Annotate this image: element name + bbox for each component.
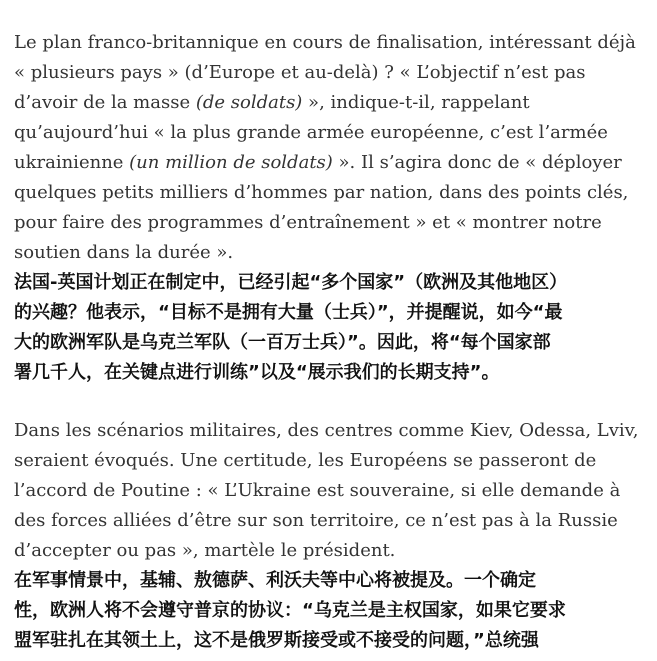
text-line: Le plan franco-britannique en cours de finalisation, intéressant déjà [14, 32, 636, 53]
text-line [14, 148, 639, 178]
text-line [14, 88, 639, 118]
text-line: qu’aujourd’hui « la plus grande armée européenne, c’est l’armée [14, 122, 608, 143]
paragraph-chinese-1 [14, 268, 639, 388]
text-line: quelques petits milliers d’hommes par nation, dans des points clés, [14, 182, 629, 203]
text-line: « plusieurs pays » (d’Europe et au-delà) ? « L’objectif n’est pas [14, 62, 586, 83]
text-line: 大的欧洲军队是乌克兰军队（一百万士兵）”。因此，将“每个国家部 [14, 332, 551, 353]
text-run: d’avoir de la masse [14, 92, 196, 113]
italic-note: (de soldats) [195, 92, 303, 113]
paragraph-french-2 [14, 416, 639, 566]
text-line: soutien dans la durée ». [14, 242, 234, 263]
paragraph-french-1 [14, 28, 639, 268]
text-line: des forces alliées d’être sur son territoire, ce n’est pas à la Russie [14, 510, 618, 531]
text-run: », indique-t-il, rappelant [302, 92, 530, 113]
text-line: 法国-英国计划正在制定中，已经引起“多个国家”（欧洲及其他地区） [14, 272, 568, 293]
text-line: Dans les scénarios militaires, des centres comme Kiev, Odessa, Lviv, [14, 420, 639, 441]
text-line: l’accord de Poutine : « L’Ukraine est souveraine, si elle demande à [14, 480, 621, 501]
text-line: d’accepter ou pas », martèle le président. [14, 540, 396, 561]
text-line: 盟军驻扎在其领土上，这不是俄罗斯接受或不接受的问题，”总统强 [14, 630, 539, 651]
text-run: ukrainienne [14, 152, 130, 173]
text-run: ». Il s’agira donc de « déployer [332, 152, 622, 173]
paragraph-chinese-2 [14, 566, 639, 656]
text-line: 署几千人，在关键点进行训练”以及“展示我们的长期支持”。 [14, 362, 500, 383]
text-line: seraient évoqués. Une certitude, les Européens se passeront de [14, 450, 597, 471]
text-line: pour faire des programmes d’entraînement » et « montrer notre [14, 212, 602, 233]
text-line: 在军事情景中，基辅、敖德萨、利沃夫等中心将被提及。一个确定 [14, 570, 536, 591]
text-line: 的兴趣？他表示，“目标不是拥有大量（士兵）”，并提醒说，如今“最 [14, 302, 563, 323]
italic-note: (un million de soldats) [129, 152, 333, 173]
text-line: 性，欧洲人将不会遵守普京的协议：“乌克兰是主权国家，如果它要求 [14, 600, 566, 621]
article-body [14, 28, 639, 656]
paragraph-spacer [14, 388, 639, 416]
